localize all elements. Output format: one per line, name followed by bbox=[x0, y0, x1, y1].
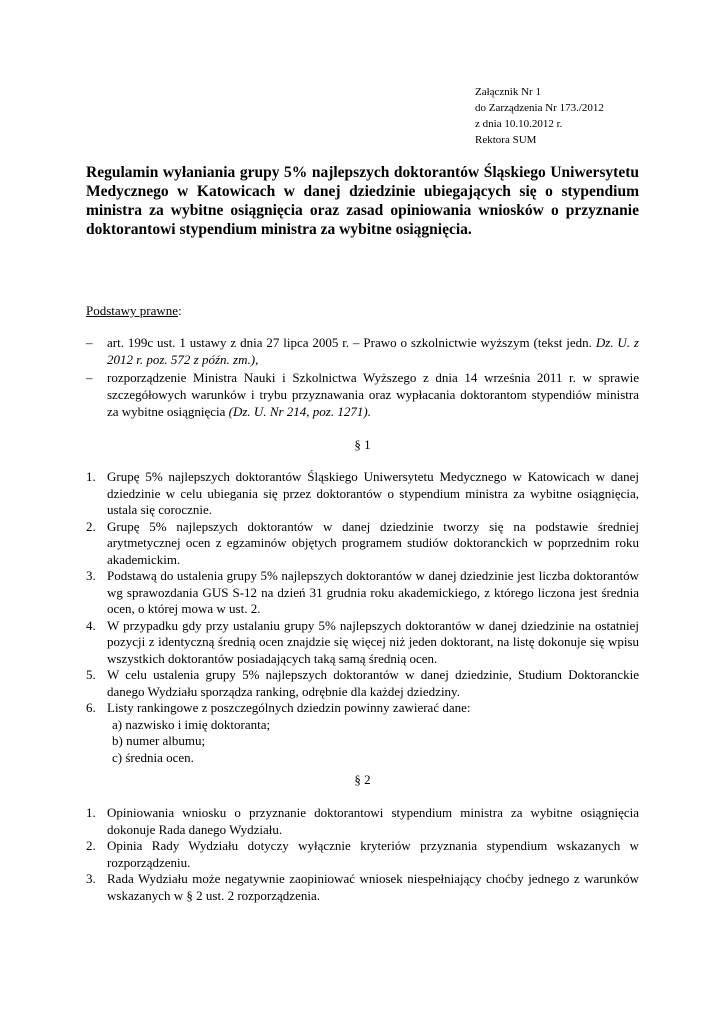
item-text: Rada Wydziału może negatywnie zaopiniować wniosek niespełniający choćby jednego z warunków wskazanych w § 2 ust. 2 rozporządzenia. bbox=[107, 871, 639, 903]
annex-line: Rektora SUM bbox=[475, 134, 537, 146]
list-item bbox=[86, 469, 639, 519]
legal-basis-label-text: Podstawy prawne bbox=[86, 303, 179, 318]
annex-block bbox=[475, 84, 604, 148]
item-text: Opinia Rady Wydziału dotyczy wyłącznie kryteriów przyznania stypendium wskazanych w rozporządzeniu. bbox=[107, 838, 639, 870]
sub-item: a) nazwisko i imię doktoranta; bbox=[112, 716, 271, 732]
item-number: 3. bbox=[86, 568, 96, 583]
legal-basis-colon: : bbox=[178, 303, 182, 318]
item-number: 6. bbox=[86, 700, 96, 715]
legal-basis-item-citation: Dz. U. z 2012 r. poz. 572 z późn. zm.), bbox=[107, 335, 639, 367]
item-number: 3. bbox=[86, 871, 96, 886]
annex-line: z dnia 10.10.2012 r. bbox=[475, 118, 563, 130]
legal-basis-list bbox=[86, 334, 639, 420]
list-item bbox=[86, 871, 639, 904]
legal-basis-item-text: art. 199c ust. 1 ustawy z dnia 27 lipca 2005 r. – Prawo o szkolnictwie wyższym (tekst jedn. bbox=[107, 335, 596, 350]
item-text: Opiniowania wniosku o przyznanie doktorantowi stypendium ministra za wybitne osiągnięcia dokonuje Rada danego Wydziału. bbox=[107, 805, 639, 837]
section-heading-1: § 1 bbox=[354, 437, 371, 452]
item-text: W celu ustalenia grupy 5% najlepszych doktorantów w danej dziedzinie, Studium Doktoranckie danego Wydziału sporządza ranking, odrębnie dla każdej dziedziny. bbox=[107, 667, 639, 699]
annex-line: do Zarządzenia Nr 173./2012 bbox=[475, 102, 604, 114]
dash-bullet: – bbox=[86, 335, 93, 350]
item-number: 1. bbox=[86, 469, 96, 484]
section-heading-2: § 2 bbox=[354, 772, 371, 787]
section1-list bbox=[86, 469, 639, 766]
sub-item: c) średnia ocen. bbox=[112, 749, 194, 765]
legal-basis-item-citation: (Dz. U. Nr 214, poz. 1271). bbox=[228, 404, 371, 419]
item-number: 1. bbox=[86, 805, 96, 820]
item-text: Grupę 5% najlepszych doktorantów Śląskiego Uniwersytetu Medycznego w Katowicach w danej dziedzinie w celu ubiegania się przez doktorantów o stypendium ministra za wybitne osiągnięcia, ustala się corocznie. bbox=[107, 469, 639, 517]
item-number: 2. bbox=[86, 518, 96, 534]
list-item bbox=[86, 838, 639, 871]
list-item bbox=[86, 700, 639, 717]
dash-bullet: – bbox=[86, 370, 93, 385]
item-number: 5. bbox=[86, 667, 96, 682]
legal-basis-label bbox=[86, 302, 182, 319]
list-item bbox=[86, 568, 639, 618]
annex-line: Załącznik Nr 1 bbox=[475, 86, 541, 98]
section2-list bbox=[86, 805, 639, 904]
item-text: Podstawą do ustalenia grupy 5% najlepszych doktorantów w danej dziedzinie jest liczba doktorantów wg sprawozdania GUS S-12 na dzień 31 grudnia roku akademickiego, z którego liczona jest średnia ocen, o której mowa w ust. 2. bbox=[107, 568, 639, 616]
legal-basis-item bbox=[86, 334, 639, 368]
item-text: Grupę 5% najlepszych doktorantów w danej dziedzinie tworzy się na podstawie średniej arytmetycznej ocen z egzaminów objętych programem studiów doktoranckich w poprzednim roku akademickim. bbox=[107, 518, 639, 567]
item-number: 2. bbox=[86, 838, 96, 853]
legal-basis-item-text: rozporządzenie Ministra Nauki i Szkolnictwa Wyższego z dnia 14 września 2011 r. w sprawie szczegółowych warunków i trybu przyznawania oraz wypłacania doktorantom stypendiów ministra za wybitne osiągnięcia bbox=[107, 370, 639, 419]
list-item bbox=[86, 667, 639, 700]
item-number: 4. bbox=[86, 617, 96, 633]
list-item bbox=[86, 805, 639, 838]
list-item bbox=[86, 519, 639, 569]
item-text: W przypadku gdy przy ustalaniu grupy 5% najlepszych doktorantów w danej dziedzinie na ostatniej pozycji z identyczną średnią ocen znajdzie się więcej niż jeden doktorant, na listę dokonuje się wpisu wszystkich doktorantów posiadających taką samą średnią ocen. bbox=[107, 617, 639, 666]
item-text: Listy rankingowe z poszczególnych dziedzin powinny zawierać dane: bbox=[107, 700, 471, 715]
sub-item: b) numer albumu; bbox=[112, 733, 206, 748]
legal-basis-item bbox=[86, 369, 639, 420]
list-item bbox=[86, 618, 639, 668]
document-title: Regulamin wyłaniania grupy 5% najlepszych doktorantów Śląskiego Uniwersytetu Medycznego w Katowicach w danej dziedzinie ubiegających się o stypendium ministra za wybitne osiągnięcia oraz zasad opiniowania wniosków o przyznanie doktorantowi stypendium ministra za wybitne osiągnięcia. bbox=[86, 164, 639, 238]
